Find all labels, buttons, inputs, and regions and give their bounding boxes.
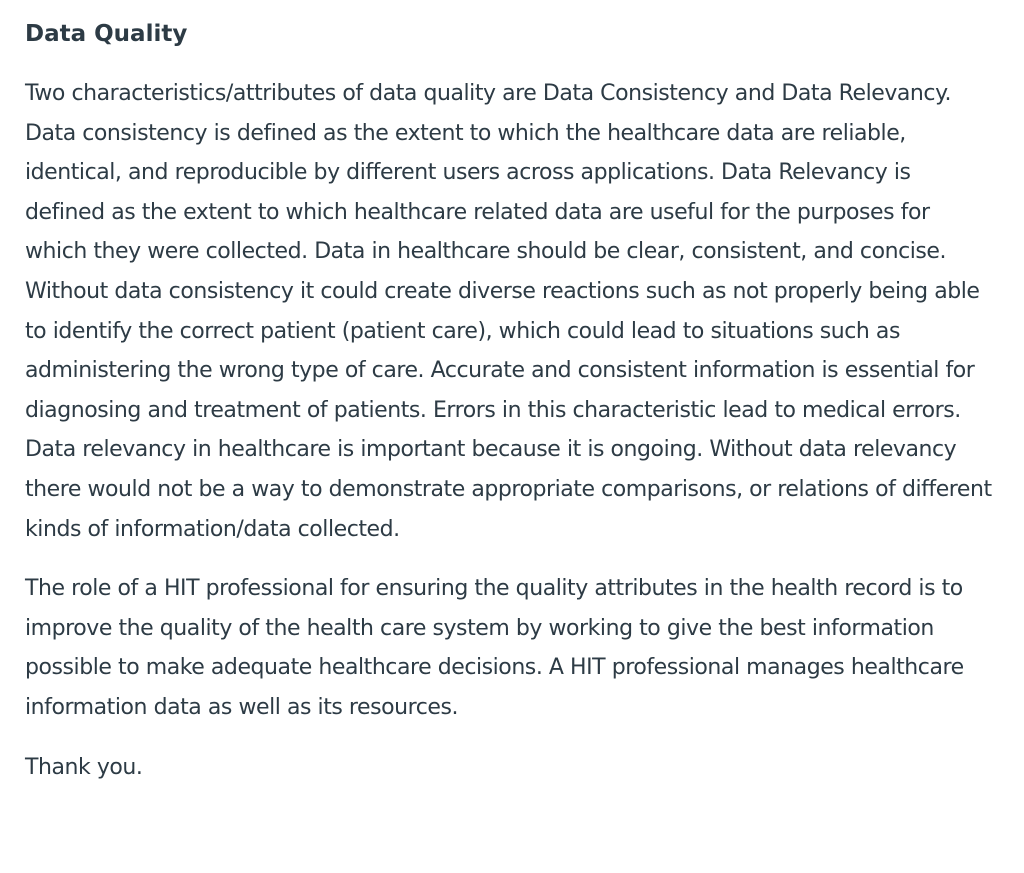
discussion-post [25, 14, 995, 807]
post-title: Data Quality [25, 21, 188, 47]
post-paragraph-hit-professional-role: The role of a HIT professional for ensuring the quality attributes in the health record is to improve the quality of the health care system by working to give the best information possible to make adequate healthcare decisions. A HIT professional manages healthcare information data as well as its resources. [25, 576, 964, 720]
post-closing: Thank you. [25, 754, 143, 780]
post-paragraph-data-quality-attributes: Two characteristics/attributes of data quality are Data Consistency and Data Relevancy. Data consistency is defined as the extent to which the healthcare data are reliable, identical, and reproducible by different users across applications. Data Relevancy is defined as the extent to which healthcare related data are useful for the purposes for which they were collected. Data in healthcare should be clear, consistent, and concise. Without data consistency it could create diverse reactions such as not properly being able to identify the correct patient (patient care), which could lead to situations such as administering the wrong type of care. Accurate and consistent information is essential for diagnosing and treatment of patients. Errors in this characteristic lead to medical errors. Data relevancy in healthcare is important because it is ongoing. Without data relevancy there would not be a way to demonstrate appropriate comparisons, or relations of different kinds of information/data collected. [25, 81, 992, 542]
